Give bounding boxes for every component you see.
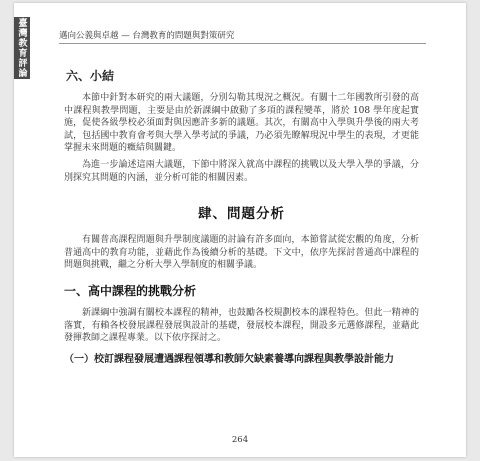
section-six-paragraph-1: 本節中針對本研究的兩大議題，分別勾勒其現況之概況。有關十二年國教所引發的高中課程與教學問題，主要是由於新課綱中啟動了多項的課程變革，將於 108 學年度起實施，促使各級學校必須面對與因應許多新的議題。其次，有關高中入學與升學後的兩大考試，包括國中教育會考與大學入學考試的爭議，乃必須先瞭解現況中學生的表現，才更能掌握未來問題的癥結與關鍵。: [64, 93, 419, 154]
page-content: [64, 67, 419, 366]
page-number: 264: [231, 435, 249, 445]
section-six-paragraph-2: 為進一步論述這兩大議題，下節中將深入就高中課程的挑戰以及大學入學的爭議，分別探究其問題的內涵，並分析可能的相關因素。: [64, 159, 419, 183]
section-six-heading: 六、小結: [66, 69, 115, 83]
section-one-item-heading: （一）校訂課程發展遭遇課程領導和教師欠缺素養導向課程與教學設計能力: [64, 353, 394, 365]
chapter-intro-paragraph: 有關普高課程問題與升學制度議題的討論有許多面向，本節嘗試從宏觀的角度，分析普通高中的教育功能，並藉此作為後續分析的基礎。下文中，依序先探討普通高中課程的問題與挑戰，繼之分析大學入學制度的相關爭議。: [64, 235, 419, 271]
chapter-side-tab: 臺灣教育評論: [14, 17, 30, 79]
section-one-heading: 一、高中課程的挑戰分析: [64, 283, 197, 298]
section-one-paragraph: 新課綱中強調有關校本課程的精神，也鼓勵各校規劃校本的課程特色。但此一精神的落實，有賴各校發展課程發展與設計的基礎，發展校本課程，開設多元選修課程，並藉此發揮教師之課程專業。以下依序探討之。: [64, 307, 419, 344]
chapter-title: 肆、問題分析: [198, 206, 285, 223]
running-head: 邁向公義與卓越 — 台灣教育的問題與對策研究: [59, 29, 426, 44]
document-page: [14, 3, 466, 457]
